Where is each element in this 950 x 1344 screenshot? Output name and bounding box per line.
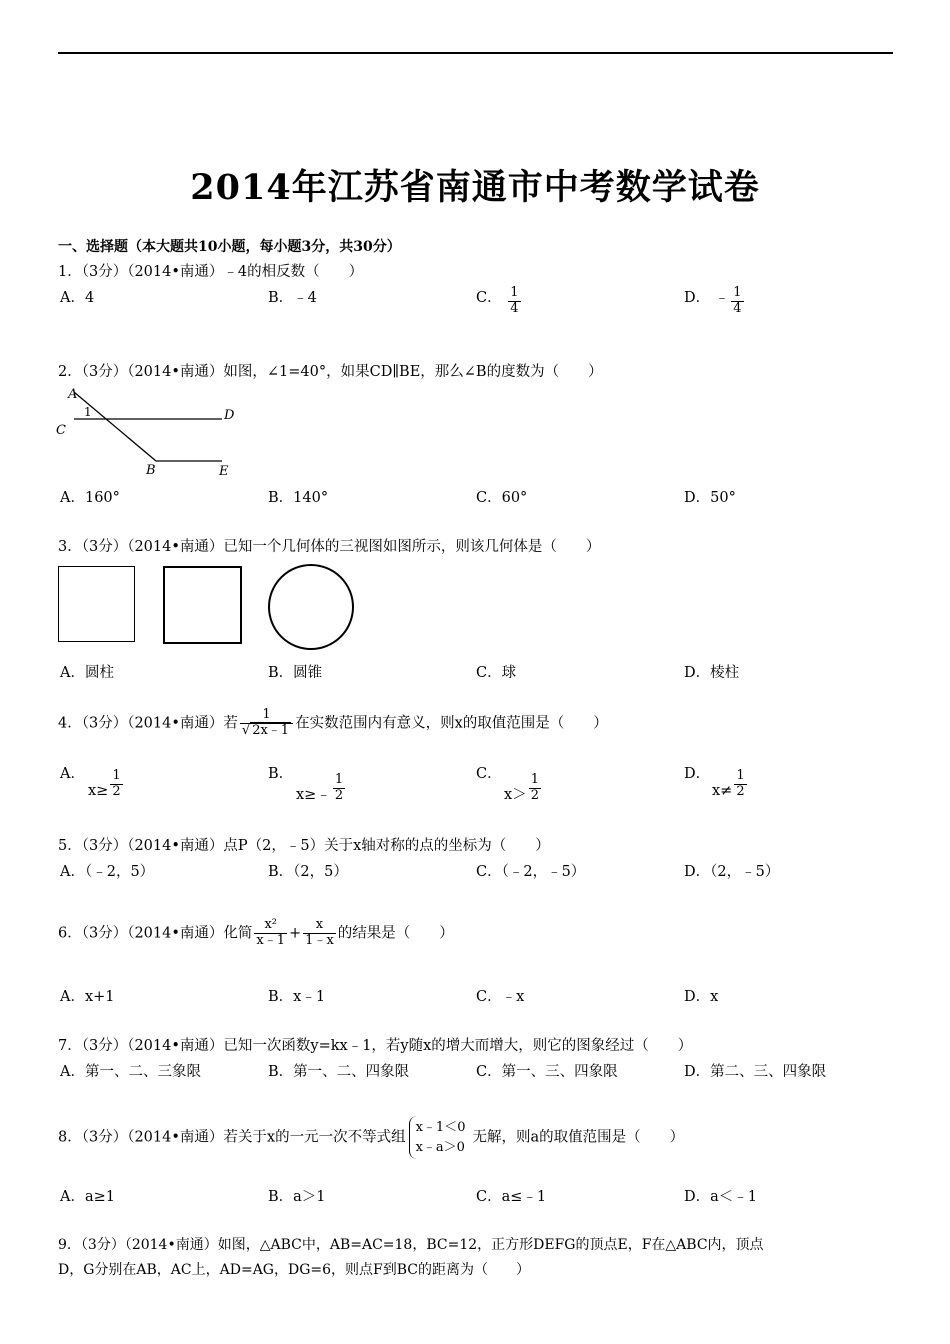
q5-option-c: C．（﹣2，﹣5） — [476, 864, 586, 880]
question-6: 6．（3分）（2014•南通）化简 $\frac{\text{x²}}{x﹣1}$ + $\frac{x}{1﹣x}$ 的结果是（ ） — [58, 917, 454, 948]
fraction: $\frac{1}{2}$ — [334, 771, 344, 803]
q6-option-c: C．﹣x — [476, 989, 525, 1005]
fraction: $\frac{\text{x²}}{x﹣1}$ — [256, 917, 286, 948]
fraction: $\frac{1}{√ 2x﹣1}$ — [240, 708, 293, 739]
q2-option-c: C．60° — [476, 490, 528, 506]
svg-text:B: B — [146, 463, 156, 478]
q7-option-b: B．第一、二、四象限 — [268, 1064, 410, 1080]
q7-option-a: A．第一、二、三象限 — [60, 1064, 201, 1080]
top-view — [268, 564, 354, 650]
fraction: $\frac{1}{2}$ — [530, 771, 539, 803]
svg-text:C: C — [56, 423, 66, 438]
q7-option-c: C．第一、三、四象限 — [476, 1064, 618, 1080]
question-9-line-1: 9．（3分）（2014•南通）如图，△ABC中，AB=AC=18，BC=12，正方形DEFG的顶点E，F在△ABC内，顶点 — [58, 1237, 764, 1253]
q8-option-d: D．a＜﹣1 — [684, 1189, 757, 1205]
svg-text:1: 1 — [84, 405, 92, 419]
q1-option-b: B．﹣4 — [268, 290, 317, 306]
q4-option-d: D． x≠ $\frac{1}{2}$ — [684, 766, 745, 800]
q2-figure — [54, 384, 244, 480]
fraction: $\frac{x}{1﹣x}$ — [305, 917, 334, 948]
q3-option-c: C．球 — [476, 665, 517, 681]
section-heading: 一、选择题（本大题共10小题，每小题3分，共30分） — [58, 239, 401, 255]
q5-option-b: B．（2，5） — [268, 864, 348, 880]
q3-option-d: D．棱柱 — [684, 665, 740, 681]
side-view — [163, 566, 242, 644]
inequality-system: x﹣1＜0 x﹣a＞0 — [409, 1116, 470, 1159]
q5-option-d: D．（2，﹣5） — [684, 864, 780, 880]
q4-option-b: B． x≥﹣ $\frac{1}{2}$ — [268, 766, 344, 803]
question-3: 3．（3分）（2014•南通）已知一个几何体的三视图如图所示，则该几何体是（ ） — [58, 539, 601, 555]
question-4: 4．（3分）（2014•南通）若 $\frac{1}{√ 2x﹣1}$ 在实数范围内有意义，则x的取值范围是（ ） — [58, 707, 608, 738]
svg-text:D: D — [224, 408, 235, 423]
fraction: $\frac{1}{4}$ — [733, 285, 742, 316]
q2-option-b: B．140° — [268, 490, 329, 506]
question-1: 1．（3分）（2014•南通）﹣4的相反数（ ） — [58, 264, 364, 280]
q3-option-b: B．圆锥 — [268, 665, 323, 681]
q4-option-a: A． x≥ $\frac{1}{2}$ — [60, 766, 121, 800]
q8-option-b: B．a＞1 — [268, 1189, 326, 1205]
q8-option-a: A．a≥1 — [60, 1189, 115, 1205]
fraction: $\frac{1}{2}$ — [736, 768, 745, 799]
q1-option-d: D． ﹣ $\frac{1}{4}$ — [684, 285, 742, 316]
svg-text:A: A — [68, 387, 78, 402]
q8-option-c: C．a≤﹣1 — [476, 1189, 547, 1205]
front-view — [58, 566, 135, 642]
q3-option-a: A．圆柱 — [60, 665, 114, 681]
q1-option-c: C． $\frac{1}{4}$ — [476, 285, 519, 316]
question-9-line-2: D，G分别在AB，AC上，AD=AG，DG=6，则点F到BC的距离为（ ） — [58, 1262, 531, 1278]
q4-option-c: C． x＞ $\frac{1}{2}$ — [476, 766, 539, 803]
q6-option-b: B．x﹣1 — [268, 989, 326, 1005]
q7-option-d: D．第二、三、四象限 — [684, 1064, 827, 1080]
header-rule — [58, 52, 893, 54]
page-title: 2014年江苏省南通市中考数学试卷 — [190, 167, 760, 208]
question-8: 8．（3分）（2014•南通）若关于x的一元一次不等式组x﹣1＜0 x﹣a＞0无解，则a的取值范围是（ ） — [58, 1116, 684, 1159]
svg-text:E: E — [219, 464, 229, 479]
fraction: $\frac{1}{4}$ — [510, 285, 519, 316]
q5-option-a: A．（﹣2，5） — [60, 864, 155, 880]
q2-option-a: A．160° — [60, 490, 120, 506]
question-7: 7．（3分）（2014•南通）已知一次函数y=kx﹣1，若y随x的增大而增大，则它的图象经过（ ） — [58, 1038, 693, 1054]
q2-option-d: D．50° — [684, 490, 736, 506]
question-5: 5．（3分）（2014•南通）点P（2，﹣5）关于x轴对称的点的坐标为（ ） — [58, 838, 550, 854]
q1-option-a: A．4 — [60, 290, 95, 306]
question-2: 2．（3分）（2014•南通）如图，∠1=40°，如果CD∥BE，那么∠B的度数为（ ） — [58, 364, 603, 380]
q6-option-a: A．x+1 — [60, 989, 115, 1005]
fraction: $\frac{1}{2}$ — [112, 768, 121, 799]
q6-option-d: D．x — [684, 989, 719, 1005]
